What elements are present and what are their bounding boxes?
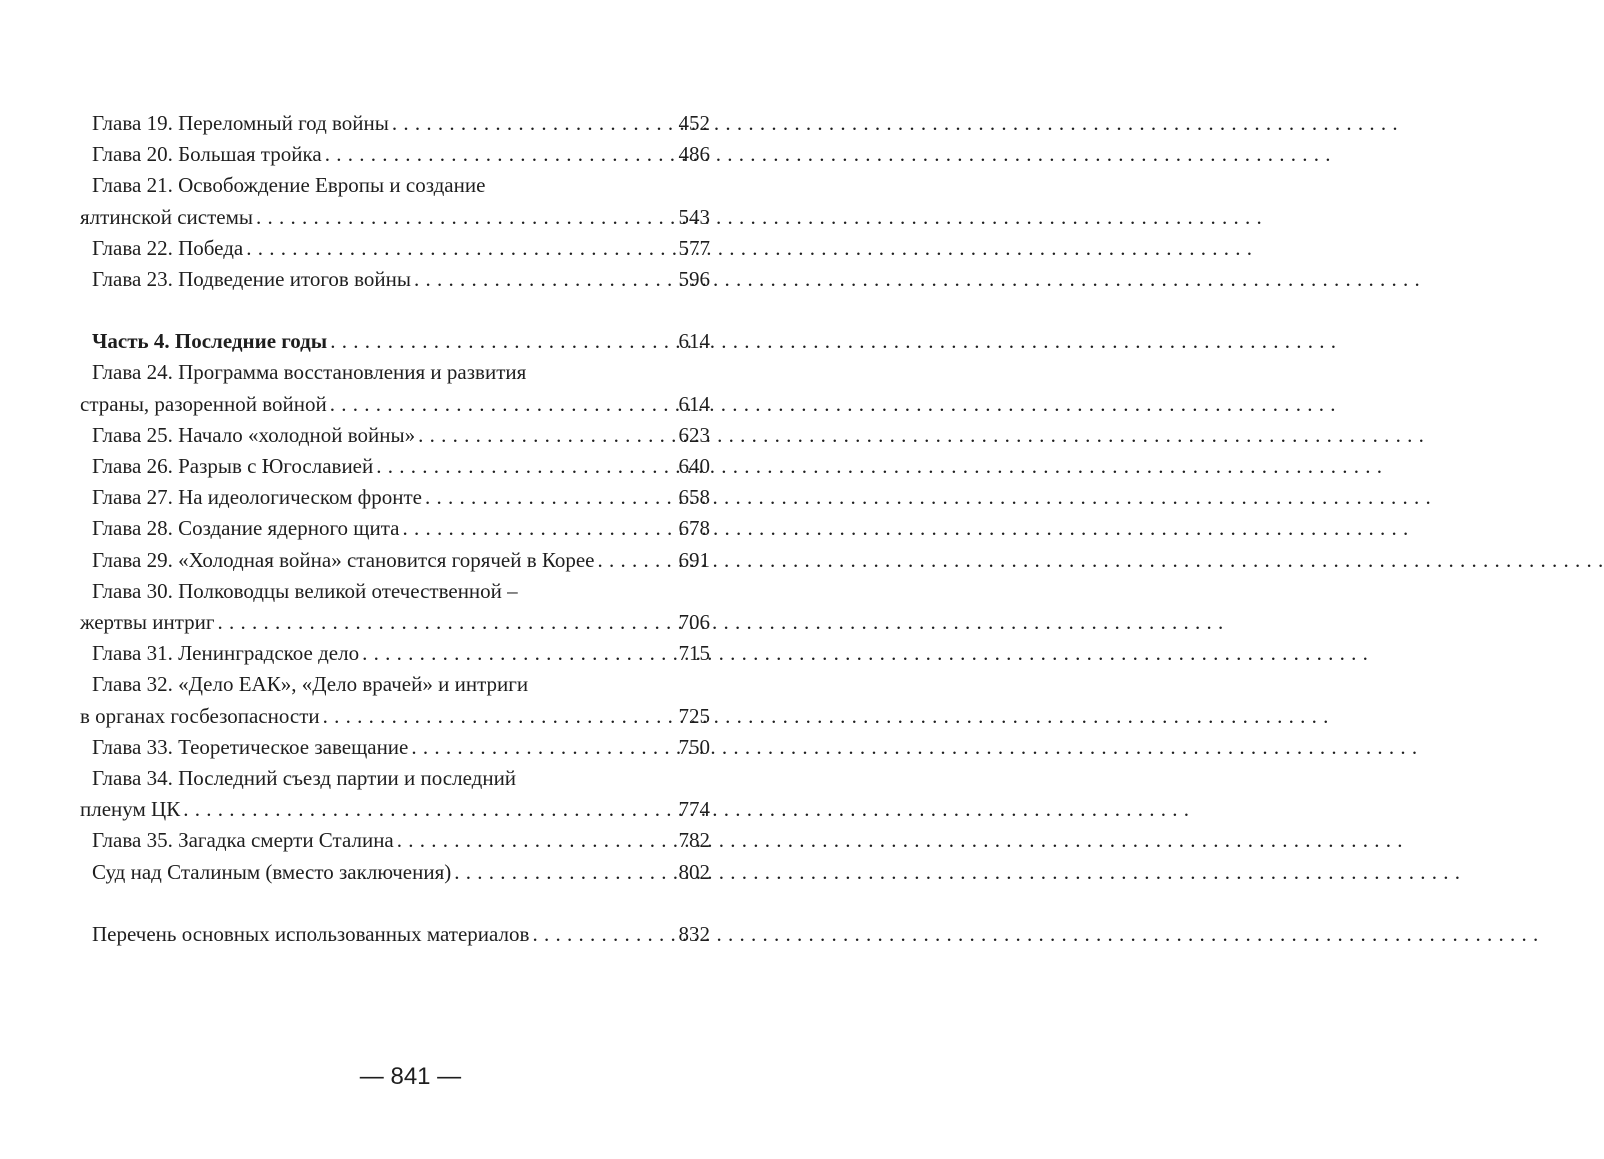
toc-leader-dots xyxy=(253,202,678,233)
toc-entry-title: Глава 26. Разрыв с Югославией xyxy=(92,454,374,479)
toc-entry-page: 614 xyxy=(678,329,710,354)
toc-entry xyxy=(80,825,710,856)
toc-entry xyxy=(80,732,710,763)
toc-entry-page: 782 xyxy=(678,828,710,853)
toc-leader-dots xyxy=(359,638,678,669)
toc-entry-page: 832 xyxy=(678,921,710,946)
toc-entry-page: 623 xyxy=(678,422,710,447)
toc-entry-title: Глава 35. Загадка смерти Сталина xyxy=(92,828,394,853)
toc-leader-dots xyxy=(394,825,679,856)
page-number: — 841 — xyxy=(359,1063,462,1090)
toc-entry-title: Глава 25. Начало «холодной войны» xyxy=(92,422,416,447)
toc-leader-dots xyxy=(451,857,678,888)
toc-entry-page: 691 xyxy=(678,547,710,572)
toc-entry-title: Глава 33. Теоретическое завещание xyxy=(92,734,409,759)
toc-entry-page: 614 xyxy=(678,391,710,416)
section-gap xyxy=(80,295,710,326)
toc-entry xyxy=(80,108,710,139)
toc-leader-dots xyxy=(408,732,678,763)
toc-leader-dots xyxy=(215,607,679,638)
toc-entry-title: Суд над Сталиным (вместо заключения) xyxy=(92,859,452,884)
toc-entry xyxy=(80,763,710,825)
toc-leader-dots xyxy=(399,513,678,544)
toc-leader-dots xyxy=(529,919,678,950)
toc-entry-first-line: Глава 34. Последний съезд партии и последний xyxy=(92,766,517,791)
toc-entry-first-line: Глава 21. Освобождение Европы и создание xyxy=(92,173,486,198)
toc-entry-title: Часть 4. Последние годы xyxy=(92,329,328,354)
toc-entry xyxy=(80,638,710,669)
toc-entry xyxy=(80,264,710,295)
toc-entry-title: Глава 20. Большая тройка xyxy=(92,142,322,167)
toc-entry-page: 658 xyxy=(678,485,710,510)
toc-entry-title: страны, разоренной войной xyxy=(80,391,327,416)
toc-entry-title: Перечень основных использованных материалов xyxy=(92,921,530,946)
toc-entry xyxy=(80,139,710,170)
toc-entry xyxy=(80,919,710,950)
section-gap xyxy=(80,888,710,919)
toc-leader-dots xyxy=(373,451,678,482)
toc-entry-first-line: Глава 32. «Дело ЕАК», «Дело врачей» и интриги xyxy=(92,672,529,697)
toc-entry-title: пленум ЦК xyxy=(80,797,181,822)
toc-entry-title: Глава 27. На идеологическом фронте xyxy=(92,485,422,510)
toc-leader-dots xyxy=(243,233,678,264)
toc-entry-title: ялтинской системы xyxy=(80,204,254,229)
toc-entry-title: в органах госбезопасности xyxy=(80,703,320,728)
toc-leader-dots xyxy=(422,482,679,513)
toc-entry-page: 725 xyxy=(678,703,710,728)
toc-entry-page: 706 xyxy=(678,610,710,635)
toc-leader-dots xyxy=(327,326,678,357)
toc-entry-first-line: Глава 24. Программа восстановления и развития xyxy=(92,360,527,385)
toc-leader-dots xyxy=(180,794,678,825)
toc-entry-page: 486 xyxy=(678,142,710,167)
toc-entry xyxy=(80,482,710,513)
toc-entry-first-line: Глава 30. Полководцы великой отечественной – xyxy=(92,578,518,603)
toc-leader-dots xyxy=(322,139,679,170)
toc-entry xyxy=(80,233,710,264)
toc-leader-dots xyxy=(320,701,679,732)
toc-entry xyxy=(80,170,710,232)
toc-entry-title: Глава 31. Ленинградское дело xyxy=(92,641,360,666)
toc-entry xyxy=(80,420,710,451)
toc-entry-title: Глава 23. Подведение итогов войны xyxy=(92,267,411,292)
toc-entry-page: 802 xyxy=(678,859,710,884)
toc-leader-dots xyxy=(595,545,679,576)
toc-leader-dots xyxy=(415,420,678,451)
toc-entry-title: Глава 28. Создание ядерного щита xyxy=(92,516,400,541)
toc-entry-page: 452 xyxy=(678,111,710,135)
toc-leader-dots xyxy=(411,264,679,295)
toc-entry-title: Глава 29. «Холодная война» становится горячей в Корее xyxy=(92,547,595,572)
toc-entry-title: Глава 19. Переломный год войны xyxy=(92,111,389,135)
toc-entry-page: 750 xyxy=(678,734,710,759)
toc-entry xyxy=(80,513,710,544)
toc-entry-page: 596 xyxy=(678,267,710,292)
toc-entry-page: 640 xyxy=(678,454,710,479)
toc-entry-page: 543 xyxy=(678,204,710,229)
toc-part-heading xyxy=(80,326,710,357)
toc-entry xyxy=(80,857,710,888)
toc-entry-title: Глава 22. Победа xyxy=(92,235,244,260)
toc-entry xyxy=(80,669,710,731)
toc-entry xyxy=(80,545,710,576)
toc-leader-dots xyxy=(327,389,679,420)
toc-leader-dots xyxy=(389,108,679,139)
table-of-contents xyxy=(80,108,710,950)
toc-entry-page: 678 xyxy=(678,516,710,541)
toc-entry-page: 715 xyxy=(678,641,710,666)
toc-entry xyxy=(80,576,710,638)
toc-entry-page: 774 xyxy=(678,797,710,822)
toc-entry-page: 577 xyxy=(678,235,710,260)
toc-entry xyxy=(80,451,710,482)
toc-entry-title: жертвы интриг xyxy=(80,610,215,635)
toc-entry xyxy=(80,357,710,419)
